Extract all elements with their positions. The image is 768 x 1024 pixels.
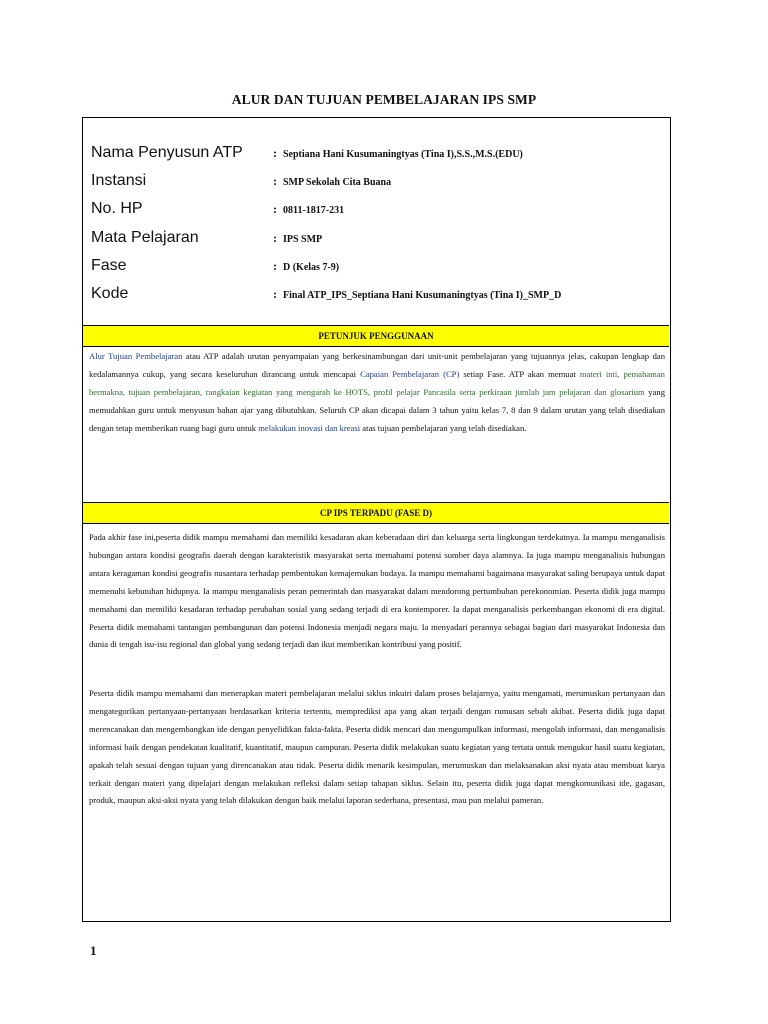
petunjuk-text-part: melakukan inovasi dan kreasi — [258, 422, 361, 433]
info-value: SMP Sekolah Cita Buana — [283, 177, 392, 189]
info-colon: : — [273, 202, 277, 217]
page-number: 1 — [90, 943, 97, 958]
info-value: Final ATP_IPS_Septiana Hani Kusumaningtyas (Tina I)_SMP_D — [283, 289, 562, 301]
petunjuk-text-part: Capaian Pembelajaran (CP) — [360, 368, 460, 379]
document-title: ALUR DAN TUJUAN PEMBELAJARAN IPS SMP — [231, 92, 537, 107]
cp-paragraph-1: Pada akhir fase ini,peserta didik mampu memahami dan memiliki kesadaran akan keberadaan diri dan keluarga serta lingkungan terdekatnya. Ia mampu menganalisis hubungan antara kondisi geografis daerah dengan karakteristik masyarakat serta memahami potensi sumber daya alamnya. Ia juga mampu menganalisis hubungan antara keragaman kondisi geografis nusantara terhadap pembentukan kemajemukan budaya. Ia mampu memahami bagaimana masyarakat saling berupaya untuk dapat memenuhi kebutuhan hidupnya. Ia mampu menganalisis peran pemerintah dan masyarakat dalam mendorong pertumbuhan perekonomian. Peserta didik juga mampu memahami dan memiliki kesadaran terhadap perubahan sosial yang sedang terjadi di era kontemporer. Ia dapat menganalisis perkembangan ekonomi di era digital. Peserta didik memahami tantangan pembangunan dan potensi Indonesia menjadi negara maju. Ia menyadari perannya sebagai bagian dari masyarakat Indonesia dan dunia di tengah isu-isu regional dan global yang sedang terjadi dan ikut memberikan kontribusi yang positif. — [89, 532, 665, 650]
cp-paragraph-2: Peserta didik mampu memahami dan menerapkan materi pembelajaran melalui siklus inkuiri dalam proses belajarnya, yaitu mengamati, merumuskan pertanyaan dan mengategorikan pertanyaan-pertanyaan berdasarkan kriteria tertentu, memprediksi apa yang akan terjadi dengan rumusan sebab akibat. Peserta didik juga dapat merencanakan dan mengembangkan ide dengan penyelidikan fakta-fakta. Peserta didik mencari dan mengumpulkan informasi, mengolah informasi, dan menganalisis informasi baik dengan pendekatan kualitatif, kuantitatif, maupun campuran. Peserta didik melakukan suatu kegiatan yang tertata untuk mengukur hasil suatu kegiatan, apakah telah sesuai dengan tujuan yang direncanakan atau tidak. Peserta didik menarik kesimpulan, merumuskan dan melaksanakan aksi nyata atau membuat karya terkait dengan materi yang dipelajari dengan melakukan refleksi dalam setiap tahapan siklus. Selain itu, peserta didik juga dapat mengkomunikasi ide, gagasan, produk, maupun aksi-aksi nyata yang telah dilakukan dengan baik melalui laporan sederhana, presentasi, mau pun melalui pameran. — [89, 688, 665, 806]
info-label: Fase — [91, 256, 127, 274]
info-row — [91, 144, 651, 172]
info-label: Mata Pelajaran — [91, 228, 199, 246]
petunjuk-paragraph — [89, 348, 665, 438]
info-label: Instansi — [91, 172, 147, 190]
info-value: IPS SMP — [283, 233, 323, 245]
petunjuk-text-part: setiap Fase. ATP akan memuat — [459, 368, 580, 379]
petunjuk-text-part: Alur Tujuan Pembelajaran — [89, 351, 183, 361]
info-label: Nama Penyusun ATP — [91, 144, 243, 161]
petunjuk-text-part: atau ATP adalah urutan penyampaian yang berkesinambungan dari unit-unit pembelajaran yang tujuannya jelas, cakupan lengkap dan kedalamannya cukup, yang secara keseluruhan dirancang untuk mencapai — [89, 351, 665, 379]
info-row — [91, 257, 651, 285]
section-heading-cp: CP IPS TERPADU (FASE D) — [83, 502, 669, 524]
info-colon: : — [273, 146, 277, 160]
petunjuk-text-part: atas tujuan pembelajaran yang telah disediakan. — [360, 422, 527, 433]
info-colon: : — [273, 286, 277, 301]
petunjuk-text-part: yang memudahkan guru untuk menyusun bahan ajar yang dibutuhkan. Seluruh CP akan dicapai dalam 3 tahun yaitu kelas 7, 8 dan 9 dalam urutan yang telah disediakan dengan tetap memberikan ruang bagi guru untuk — [89, 386, 665, 433]
info-value: Septiana Hani Kusumaningtyas (Tina I),S.S.,M.S.(EDU) — [283, 149, 523, 160]
petunjuk-text-part: materi inti, pemahaman bermakna, tujuan pembelajaran, rangkaian kegiatan yang mengarah ke HOTS, profil pelajar Pancasila serta perkiraan jumlah jam pelajaran dan glosarium — [89, 368, 665, 397]
info-row — [91, 229, 651, 257]
atp-frame — [82, 117, 671, 922]
info-label: Kode — [91, 284, 129, 302]
info-row — [91, 285, 651, 313]
info-colon: : — [273, 174, 277, 189]
info-value: D (Kelas 7-9) — [283, 261, 340, 273]
info-label: No. HP — [91, 200, 143, 218]
info-row — [91, 172, 651, 200]
info-value: 0811-1817-231 — [283, 205, 345, 217]
info-row — [91, 200, 651, 228]
info-colon: : — [273, 230, 277, 245]
section-heading-petunjuk: PETUNJUK PENGGUNAAN — [83, 325, 669, 347]
info-table — [91, 144, 651, 313]
info-colon: : — [273, 258, 277, 273]
